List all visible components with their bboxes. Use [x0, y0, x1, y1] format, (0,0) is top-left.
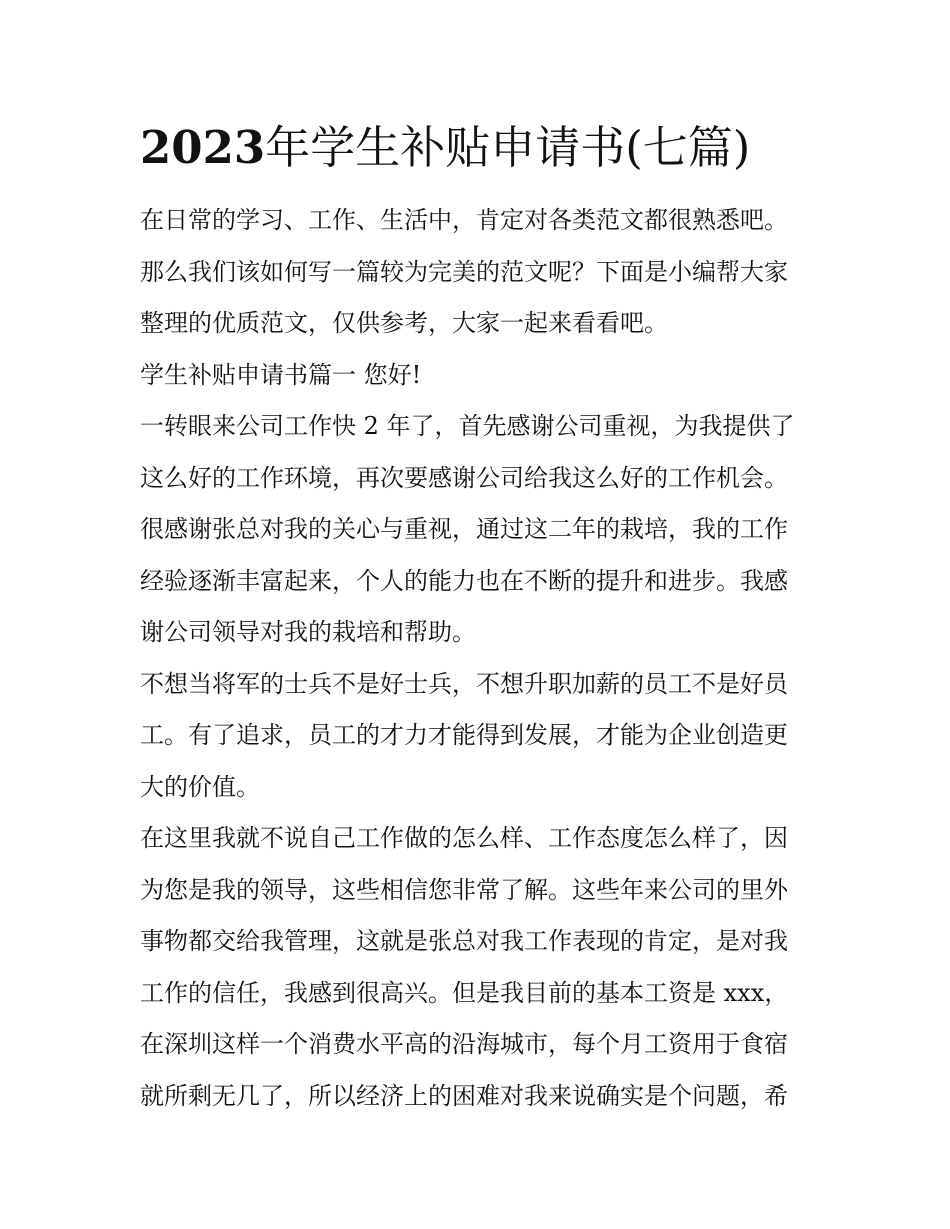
text-line: 在这里我就不说自己工作做的怎么样、工作态度怎么样了，因 — [140, 824, 788, 852]
title-text: 年学生补贴申请书(七篇) — [265, 121, 751, 174]
text-line: 那么我们该如何写一篇较为完美的范文呢？下面是小编帮大家 — [140, 257, 788, 286]
text-line: 大的价值。 — [140, 772, 260, 801]
text-line: 一转眼来公司工作快 2 年了，首先感谢公司重视，为我提供了 — [140, 412, 795, 440]
document-title — [140, 116, 840, 180]
text-line: 事物都交给我管理，这就是张总对我工作表现的肯定，是对我 — [140, 927, 788, 955]
text-line: 很感谢张总对我的关心与重视，通过这二年的栽培，我的工作 — [140, 515, 788, 543]
text-line: 为您是我的领导，这些相信您非常了解。这些年来公司的里外 — [140, 875, 788, 904]
text-line: 工作的信任，我感到很高兴。但是我目前的基本工资是 xxx， — [140, 978, 789, 1007]
section-heading-line: 学生补贴申请书篇一 您好! — [140, 360, 422, 389]
text-line: 工。有了追求，员工的才力才能得到发展，才能为企业创造更 — [140, 721, 788, 749]
text-line: 就所剩无几了，所以经济上的困难对我来说确实是个问题，希 — [140, 1081, 788, 1110]
title-year: 2023 — [140, 121, 266, 174]
text-line: 在日常的学习、工作、生活中，肯定对各类范文都很熟悉吧。 — [140, 206, 788, 234]
text-line: 在深圳这样一个消费水平高的沿海城市，每个月工资用于食宿 — [140, 1030, 788, 1058]
text-line: 谢公司领导对我的栽培和帮助。 — [140, 618, 476, 646]
text-line: 经验逐渐丰富起来，个人的能力也在不断的提升和进步。我感 — [140, 566, 788, 595]
text-line: 不想当将军的士兵不是好士兵，不想升职加薪的员工不是好员 — [140, 669, 788, 698]
text-line: 整理的优质范文，仅供参考，大家一起来看看吧。 — [140, 309, 668, 337]
text-line: 这么好的工作环境，再次要感谢公司给我这么好的工作机会。 — [140, 463, 788, 492]
document-body — [140, 195, 820, 1122]
